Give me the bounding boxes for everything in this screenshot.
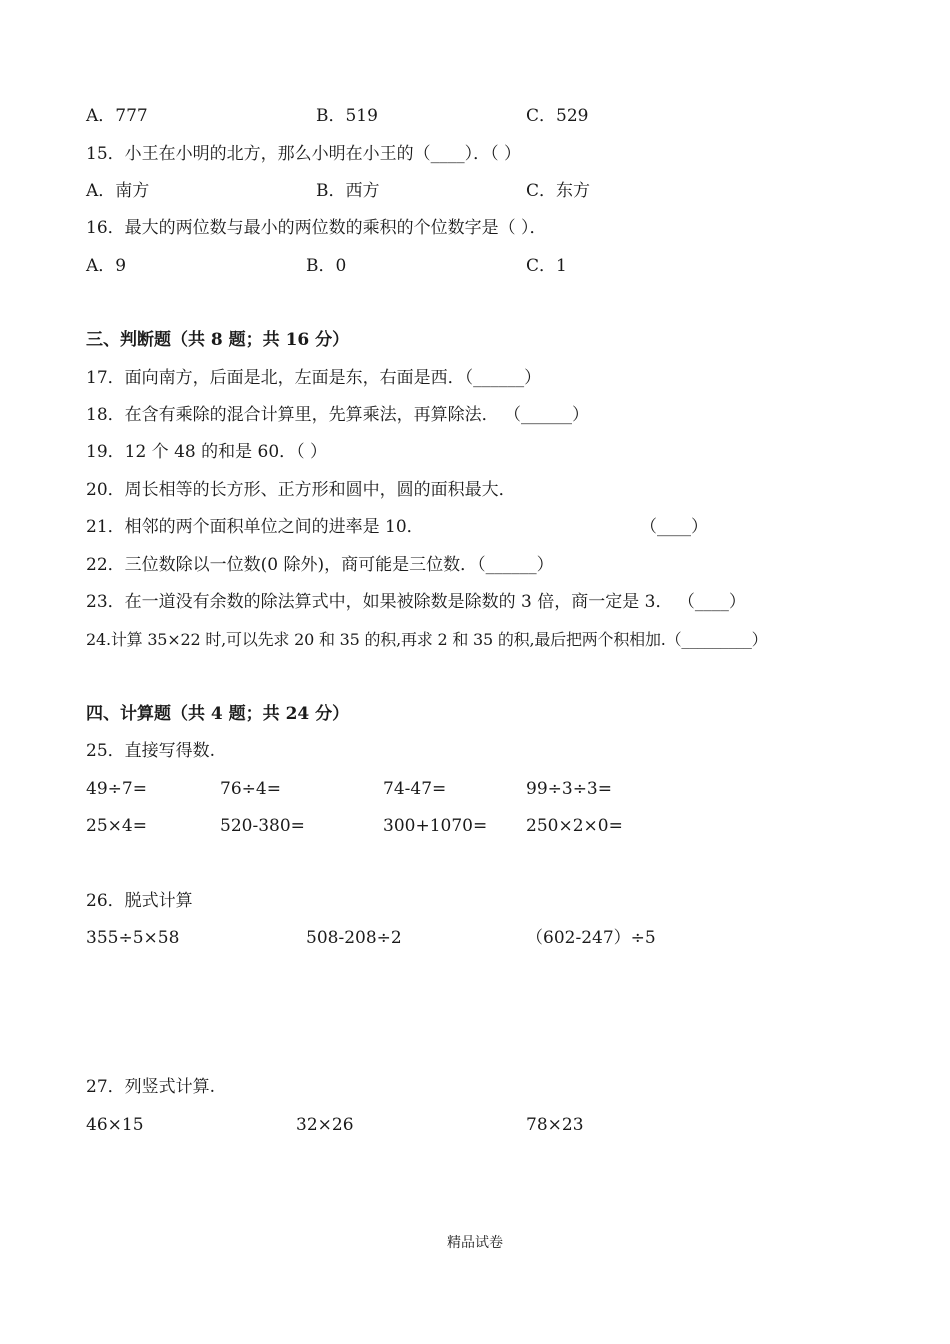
q16-option-a: A．9 xyxy=(86,256,127,276)
q16-option-b: B．0 xyxy=(306,256,347,276)
q25-row2-item1: 25×4= xyxy=(86,816,147,836)
q25-row1-item2: 76÷4= xyxy=(220,779,281,799)
q25-row2-item4: 250×2×0= xyxy=(526,816,623,836)
q15-option-a: A．南方 xyxy=(86,181,150,201)
q15-stem: 15．小王在小明的北方，那么小明在小王的（____）．（ ） xyxy=(86,144,522,164)
q22: 22．三位数除以一位数(0 除外)，商可能是三位数．（______） xyxy=(86,555,554,575)
q25-stem: 25．直接写得数. xyxy=(86,741,216,761)
q15-option-c: C．东方 xyxy=(526,181,591,201)
q25-row2-item3: 300+1070= xyxy=(383,816,488,836)
q26-item3: （602-247）÷5 xyxy=(526,928,656,948)
q26-item2: 508-208÷2 xyxy=(306,928,402,948)
q21: 21．相邻的两个面积单位之间的进率是 10． xyxy=(86,517,424,537)
q25-row1-item4: 99÷3÷3= xyxy=(526,779,612,799)
q23: 23．在一道没有余数的除法算式中，如果被除数是除数的 3 倍，商一定是 3． （____） xyxy=(86,592,746,612)
q25-row1-item3: 74-47= xyxy=(383,779,447,799)
q14-option-a: A．777 xyxy=(86,106,148,126)
q21-answer-blank: （____） xyxy=(640,517,708,537)
q16-stem: 16．最大的两位数与最小的两位数的乘积的个位数字是（ ）． xyxy=(86,218,547,238)
q26-stem: 26．脱式计算 xyxy=(86,891,193,911)
section3-title: 三、判断题（共 8 题；共 16 分） xyxy=(86,330,350,350)
q14-option-c: C．529 xyxy=(526,106,589,126)
q20: 20．周长相等的长方形、正方形和圆中，圆的面积最大． xyxy=(86,480,516,500)
page-footer: 精品试卷 xyxy=(447,1235,503,1251)
q26-item1: 355÷5×58 xyxy=(86,928,180,948)
q25-row2-item2: 520-380= xyxy=(220,816,305,836)
section4-title: 四、计算题（共 4 题；共 24 分） xyxy=(86,704,350,724)
q27-item2: 32×26 xyxy=(296,1115,354,1135)
q19: 19．12 个 48 的和是 60．（ ） xyxy=(86,442,328,462)
q18: 18．在含有乘除的混合计算里，先算乘法，再算除法． （______） xyxy=(86,405,590,425)
q24: 24.计算 35×22 时,可以先求 20 和 35 的积,再求 2 和 35 的积,最后把两个积相加.（_________） xyxy=(86,630,768,649)
q25-row1-item1: 49÷7= xyxy=(86,779,147,799)
q17: 17．面向南方，后面是北，左面是东，右面是西．（______） xyxy=(86,368,542,388)
q27-item1: 46×15 xyxy=(86,1115,144,1135)
q14-option-b: B．519 xyxy=(316,106,378,126)
q16-option-c: C．1 xyxy=(526,256,567,276)
q27-item3: 78×23 xyxy=(526,1115,584,1135)
q15-option-b: B．西方 xyxy=(316,181,380,201)
q27-stem: 27．列竖式计算. xyxy=(86,1077,216,1097)
